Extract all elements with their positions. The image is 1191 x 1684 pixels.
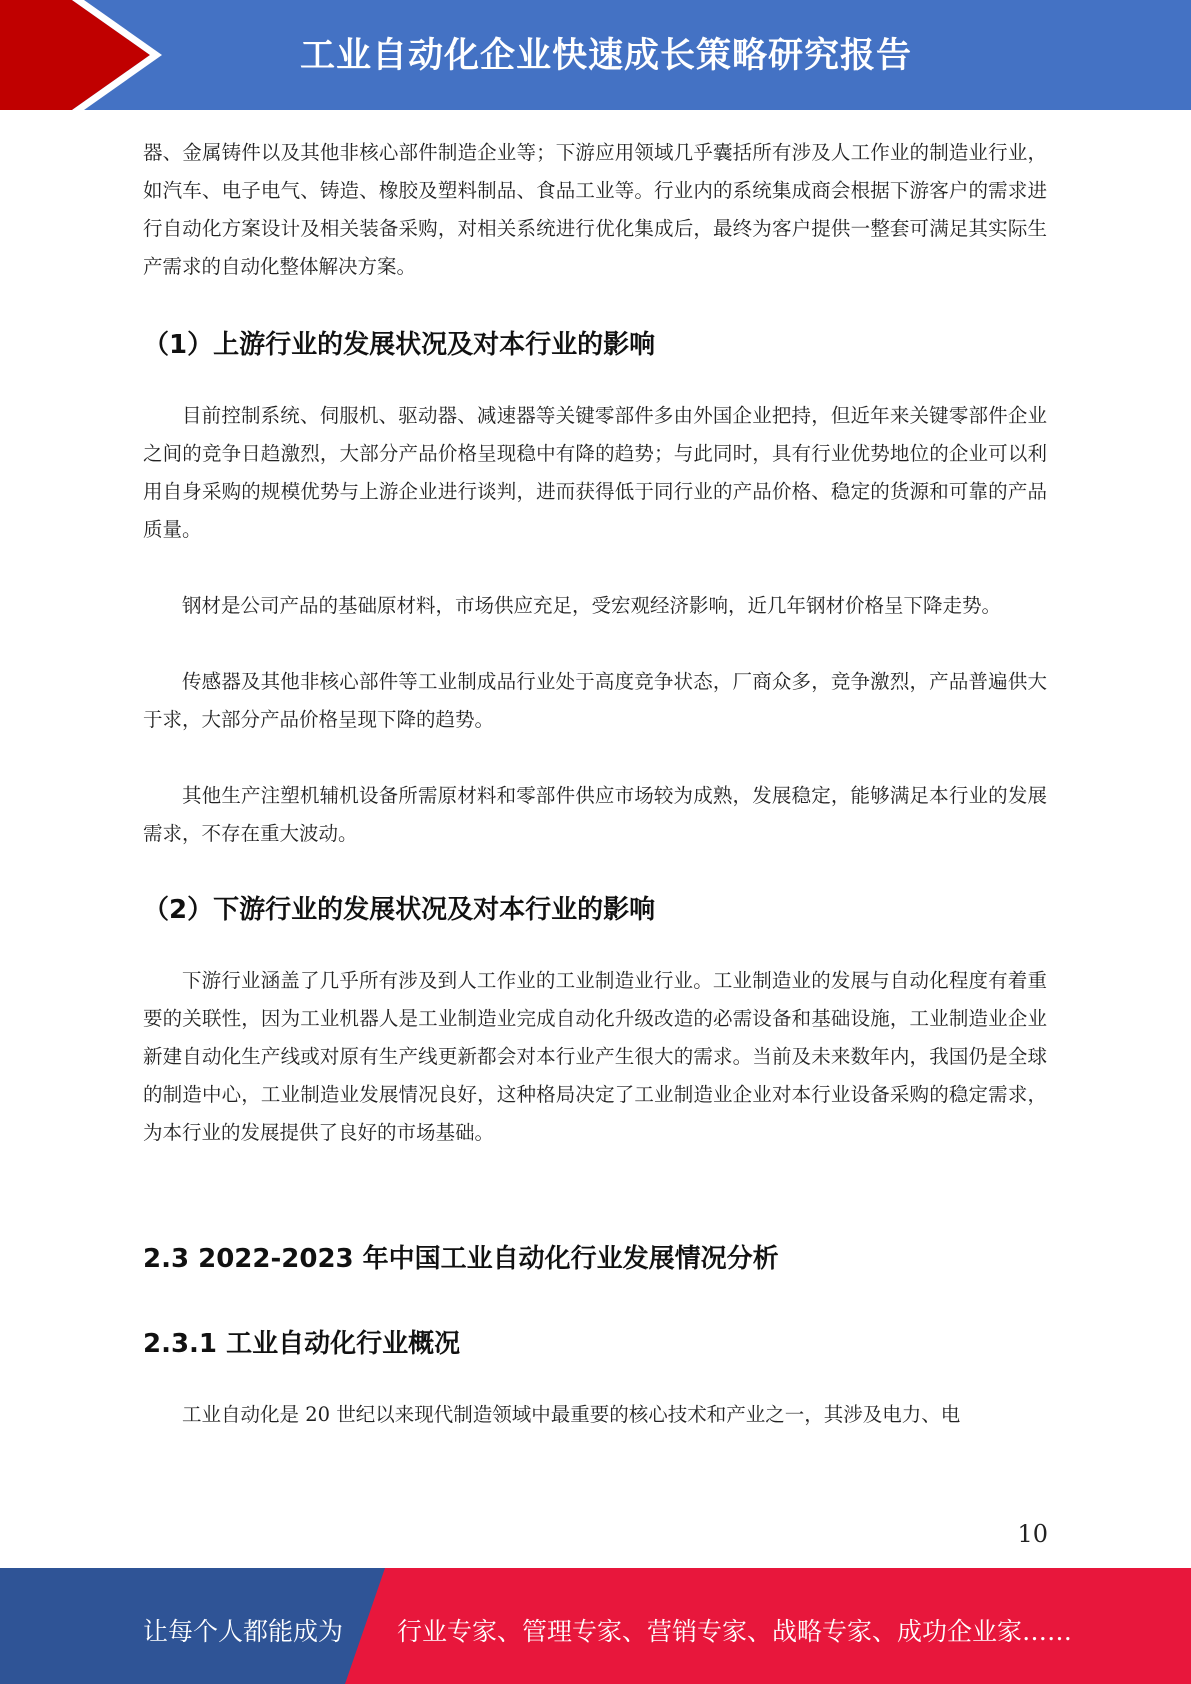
- upstream-paragraph-2: 钢材是公司产品的基础原材料，市场供应充足，受宏观经济影响，近几年钢材价格呈下降走势。: [182, 594, 1002, 617]
- page-header: [0, 0, 1191, 110]
- heading-downstream: （2）下游行业的发展状况及对本行业的影响: [143, 895, 656, 925]
- section-heading-2-3-1: 2.3.1 工业自动化行业概况: [143, 1329, 461, 1359]
- upstream-paragraph-4: 其他生产注塑机辅机设备所需原材料和零部件供应市场较为成熟，发展稳定，能够满足本行业的发展需求，不存在重大波动。: [143, 784, 1047, 845]
- heading-upstream: （1）上游行业的发展状况及对本行业的影响: [143, 330, 656, 360]
- upstream-paragraph-3: 传感器及其他非核心部件等工业制成品行业处于高度竞争状态，厂商众多，竞争激烈，产品普遍供大于求，大部分产品价格呈现下降的趋势。: [143, 670, 1047, 731]
- page-content: [143, 134, 1047, 1434]
- downstream-paragraph: 下游行业涵盖了几乎所有涉及到人工作业的工业制造业行业。工业制造业的发展与自动化程度有着重要的关联性，因为工业机器人是工业制造业完成自动化升级改造的必需设备和基础设施，工业制造业企业新建自动化生产线或对原有生产线更新都会对本行业产生很大的需求。当前及未来数年内，我国仍是全球的制造中心，工业制造业发展情况良好，这种格局决定了工业制造业企业对本行业设备采购的稳定需求，为本行业的发展提供了良好的市场基础。: [143, 969, 1047, 1144]
- report-title: 工业自动化企业快速成长策略研究报告: [300, 36, 913, 76]
- section-heading-2-3: 2.3 2022-2023 年中国工业自动化行业发展情况分析: [143, 1244, 779, 1274]
- footer-slogan-left: 让每个人都能成为: [143, 1617, 344, 1646]
- intro-paragraph: 器、金属铸件以及其他非核心部件制造企业等；下游应用领域几乎囊括所有涉及人工作业的制造业行业，如汽车、电子电气、铸造、橡胶及塑料制品、食品工业等。行业内的系统集成商会根据下游客户的需求进行自动化方案设计及相关装备采购，对相关系统进行优化集成后，最终为客户提供一整套可满足其实际生产需求的自动化整体解决方案。: [143, 141, 1047, 278]
- overview-paragraph: 工业自动化是 20 世纪以来现代制造领域中最重要的核心技术和产业之一，其涉及电力、电: [182, 1403, 961, 1426]
- upstream-paragraph-1: 目前控制系统、伺服机、驱动器、减速器等关键零部件多由外国企业把持，但近年来关键零部件企业之间的竞争日趋激烈，大部分产品价格呈现稳中有降的趋势；与此同时，具有行业优势地位的企业可以利用自身采购的规模优势与上游企业进行谈判，进而获得低于同行业的产品价格、稳定的货源和可靠的产品质量。: [143, 404, 1047, 541]
- page-footer: [0, 1568, 1191, 1684]
- page-number: 10: [1017, 1520, 1048, 1548]
- footer-slogan-right: 行业专家、管理专家、营销专家、战略专家、成功企业家……: [397, 1617, 1073, 1646]
